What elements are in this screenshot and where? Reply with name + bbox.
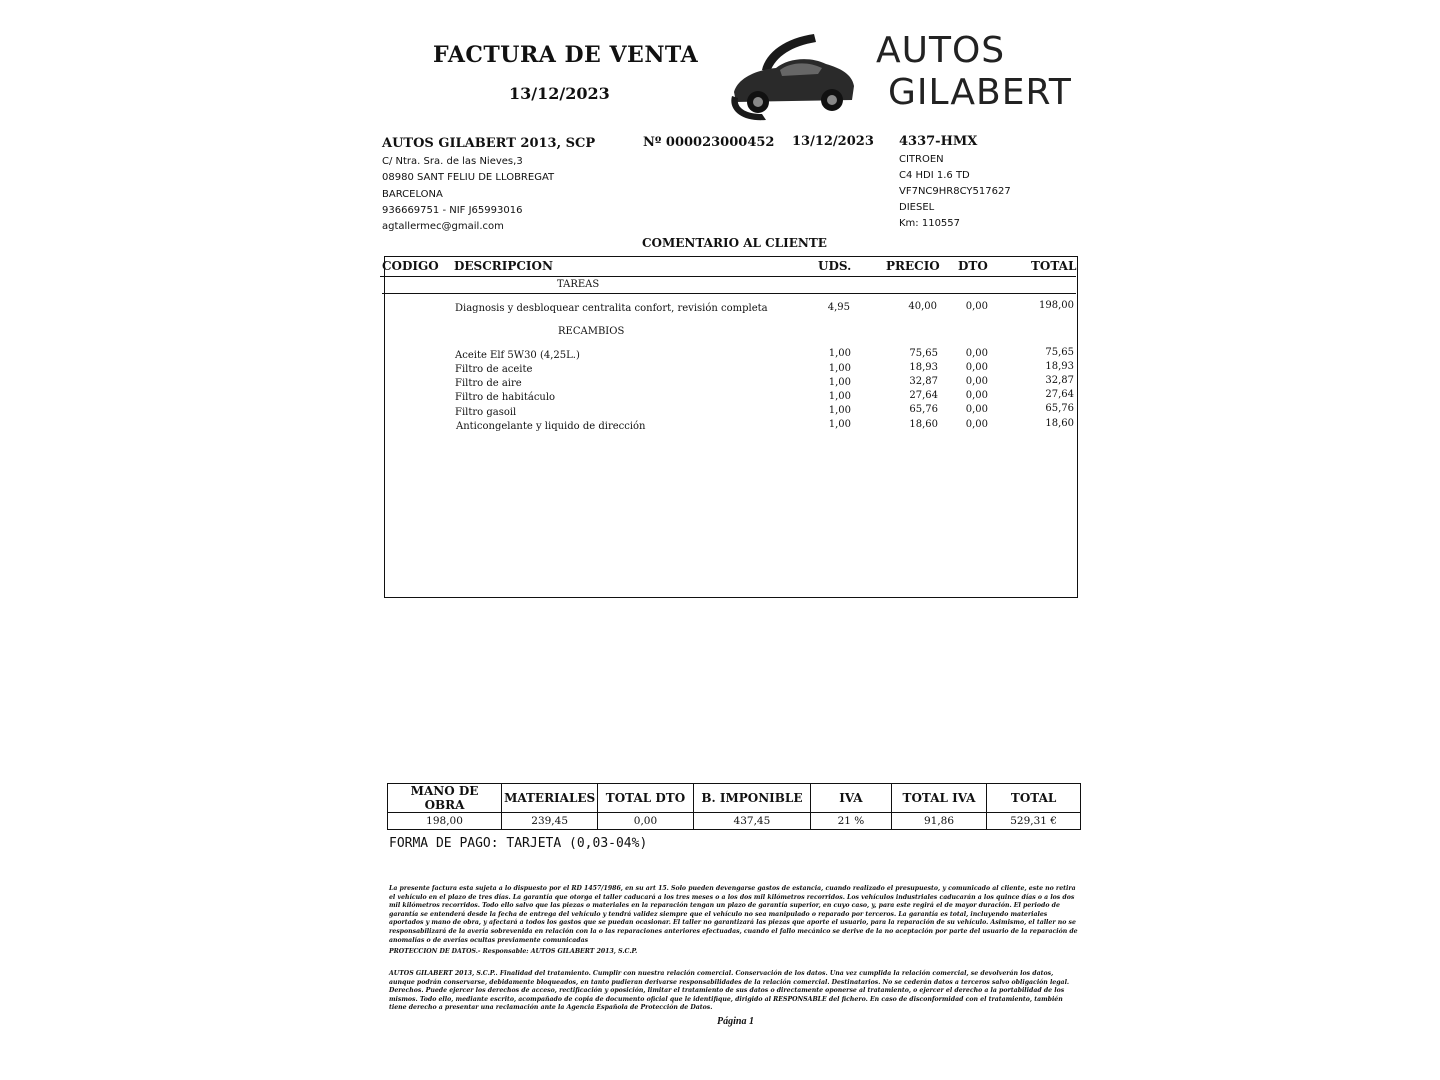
task-total: 198,00: [1039, 300, 1074, 311]
part-description: Filtro de habitáculo: [455, 392, 556, 403]
col-header-discount: DTO: [958, 259, 988, 273]
part-discount: 0,00: [965, 362, 988, 373]
totals-header-total: TOTAL: [987, 784, 1081, 813]
totals-vat-amount: 91,86: [891, 813, 987, 830]
part-discount: 0,00: [965, 419, 988, 430]
totals-header-labor: MANO DE OBRA: [388, 784, 502, 813]
totals-header-row: [388, 784, 1081, 813]
company-postal-city: 08980 SANT FELIU DE LLOBREGAT: [382, 172, 555, 183]
document-title: FACTURA DE VENTA: [433, 42, 699, 68]
legal-warranty-text: La presente factura esta sujeta a lo dispuesto por el RD 1457/1986, en su art 15. Solo pueden devengarse gastos de estancia, cuando realizado el presupuesto, y comunicado al cliente, este no retira el vehículo en el plazo de tres días. La garantía que otorga el taller caducará a los tres meses o a los dos mil kilómetros recorridos. Los vehículos industriales caducarán a los quince días o a los dos mil kilómetros recorridos. Todo ello salvo que las piezas o materiales en la reparación tengan un plazo de garantía superior, en cuyo caso, y, para este regirá el de mayor duración. El periodo de garantía se entenderá desde la fecha de entrega del vehículo y tendrá validez siempre que el vehículo no sea manipulado o reparado por terceros. La garantía es total, incluyendo materiales aportados y mano de obra, y afectará a todos los gastos que se puedan ocasionar. El taller no garantizará las piezas que aporte el usuario, para la reparación de su vehículo. Asimismo, el taller no se responsabilizará de la avería sobrevenida en relación con la o las reparaciones anteriores efectuadas, cuando el fallo mecánico se derive de la no aceptación por parte del usuario de la reparación de anomalías o de averías ocultas previamente comunicadas: [389, 885, 1078, 944]
vehicle-km: Km: 110557: [899, 218, 961, 229]
part-discount: 0,00: [965, 390, 988, 401]
task-units: 4,95: [827, 302, 850, 313]
payment-method: FORMA DE PAGO: TARJETA (0,03-04%): [389, 836, 648, 851]
part-price: 18,60: [909, 419, 938, 430]
part-total: 27,64: [1045, 389, 1074, 400]
totals-header-discount: TOTAL DTO: [598, 784, 694, 813]
part-total: 18,60: [1045, 418, 1074, 429]
task-description: Diagnosis y desbloquear centralita confort, revisión completa: [455, 303, 768, 314]
invoice-number: Nº 000023000452: [643, 135, 775, 150]
data-protection-text: AUTOS GILABERT 2013, S.C.P.. Finalidad del tratamiento. Cumplir con nuestra relación comercial. Conservación de los datos. Una vez cumplida la relación comercial, se devolverán los datos, aunque podrán conservarse, debidamente bloqueados, en tanto pudieran derivarse responsabilidades de la relación comercial. Destinatarios. No se cederán datos a terceros salvo obligación legal. Derechos. Puede ejercer los derechos de acceso, rectificación y oposición, limitar el tratamiento de sus datos o directamente oponerse al tratamiento, o ejercer el derecho a la portabilidad de los mismos. Todo ello, mediante escrito, acompañado de copia de documento oficial que le identifique, dirigido al RESPONSABLE del fichero. En caso de disconformidad con el tratamiento, también tiene derecho a presentar una reclamación ante la Agencia Española de Protección de Datos.: [389, 970, 1070, 1012]
col-header-total: TOTAL: [1031, 259, 1077, 273]
page-number: Página 1: [717, 1016, 754, 1027]
part-description: Anticongelante y liquido de dirección: [456, 421, 646, 432]
vehicle-make: CITROEN: [899, 154, 944, 165]
totals-header-vat: IVA: [811, 784, 892, 813]
col-header-description: DESCRIPCION: [454, 259, 553, 273]
company-email: agtallermec@gmail.com: [382, 221, 504, 232]
part-price: 32,87: [909, 376, 938, 387]
part-description: Filtro de aire: [455, 378, 522, 389]
data-protection-title: PROTECCION DE DATOS.- Responsable: AUTOS GILABERT 2013, S.C.P.: [389, 948, 638, 955]
col-header-price: PRECIO: [886, 259, 940, 273]
totals-vat-rate: 21 %: [811, 813, 892, 830]
part-total: 65,76: [1045, 403, 1074, 414]
header-divider: [380, 276, 1076, 277]
totals-value-row: [388, 813, 1081, 830]
document-date: 13/12/2023: [509, 84, 610, 103]
totals-labor: 198,00: [388, 813, 502, 830]
col-header-code: CODIGO: [382, 259, 439, 273]
part-units: 1,00: [828, 405, 851, 416]
part-units: 1,00: [828, 348, 851, 359]
brand-name-line1: AUTOS: [876, 30, 1006, 71]
part-description: Filtro de aceite: [455, 364, 533, 375]
totals-grand-total: 529,31 €: [987, 813, 1081, 830]
section-tasks: TAREAS: [557, 279, 600, 290]
totals-table: [387, 783, 1081, 830]
part-units: 1,00: [828, 377, 851, 388]
vehicle-model: C4 HDI 1.6 TD: [899, 170, 970, 181]
vehicle-vin: VF7NC9HR8CY517627: [899, 186, 1011, 197]
vehicle-fuel: DIESEL: [899, 202, 935, 213]
totals-header-vat-total: TOTAL IVA: [891, 784, 987, 813]
company-name: AUTOS GILABERT 2013, SCP: [382, 136, 596, 151]
part-total: 32,87: [1045, 375, 1074, 386]
comment-title: COMENTARIO AL CLIENTE: [642, 236, 827, 250]
part-units: 1,00: [828, 363, 851, 374]
part-discount: 0,00: [965, 404, 988, 415]
company-address: C/ Ntra. Sra. de las Nieves,3: [382, 156, 523, 167]
totals-discount: 0,00: [598, 813, 694, 830]
part-total: 18,93: [1045, 361, 1074, 372]
task-price: 40,00: [908, 301, 937, 312]
section-parts: RECAMBIOS: [558, 326, 625, 337]
part-discount: 0,00: [965, 348, 988, 359]
vehicle-plate: 4337-HMX: [899, 134, 978, 149]
company-phone-nif: 936669751 - NIF J65993016: [382, 205, 523, 216]
totals-taxable-base: 437,45: [693, 813, 810, 830]
totals-header-materials: MATERIALES: [502, 784, 598, 813]
part-description: Filtro gasoil: [455, 407, 517, 418]
part-description: Aceite Elf 5W30 (4,25L.): [455, 350, 580, 361]
part-price: 75,65: [909, 348, 938, 359]
invoice-date: 13/12/2023: [792, 134, 874, 149]
totals-header-taxable-base: B. IMPONIBLE: [693, 784, 810, 813]
part-total: 75,65: [1045, 347, 1074, 358]
part-units: 1,00: [828, 391, 851, 402]
part-price: 27,64: [909, 390, 938, 401]
company-province: BARCELONA: [382, 189, 443, 200]
part-price: 18,93: [909, 362, 938, 373]
part-price: 65,76: [909, 404, 938, 415]
brand-name-line2: GILABERT: [888, 72, 1072, 113]
part-discount: 0,00: [965, 376, 988, 387]
task-discount: 0,00: [965, 301, 988, 312]
car-logo-icon: [726, 30, 861, 130]
totals-materials: 239,45: [502, 813, 598, 830]
col-header-units: UDS.: [818, 259, 852, 273]
part-units: 1,00: [828, 419, 851, 430]
section-divider: [382, 293, 1076, 294]
